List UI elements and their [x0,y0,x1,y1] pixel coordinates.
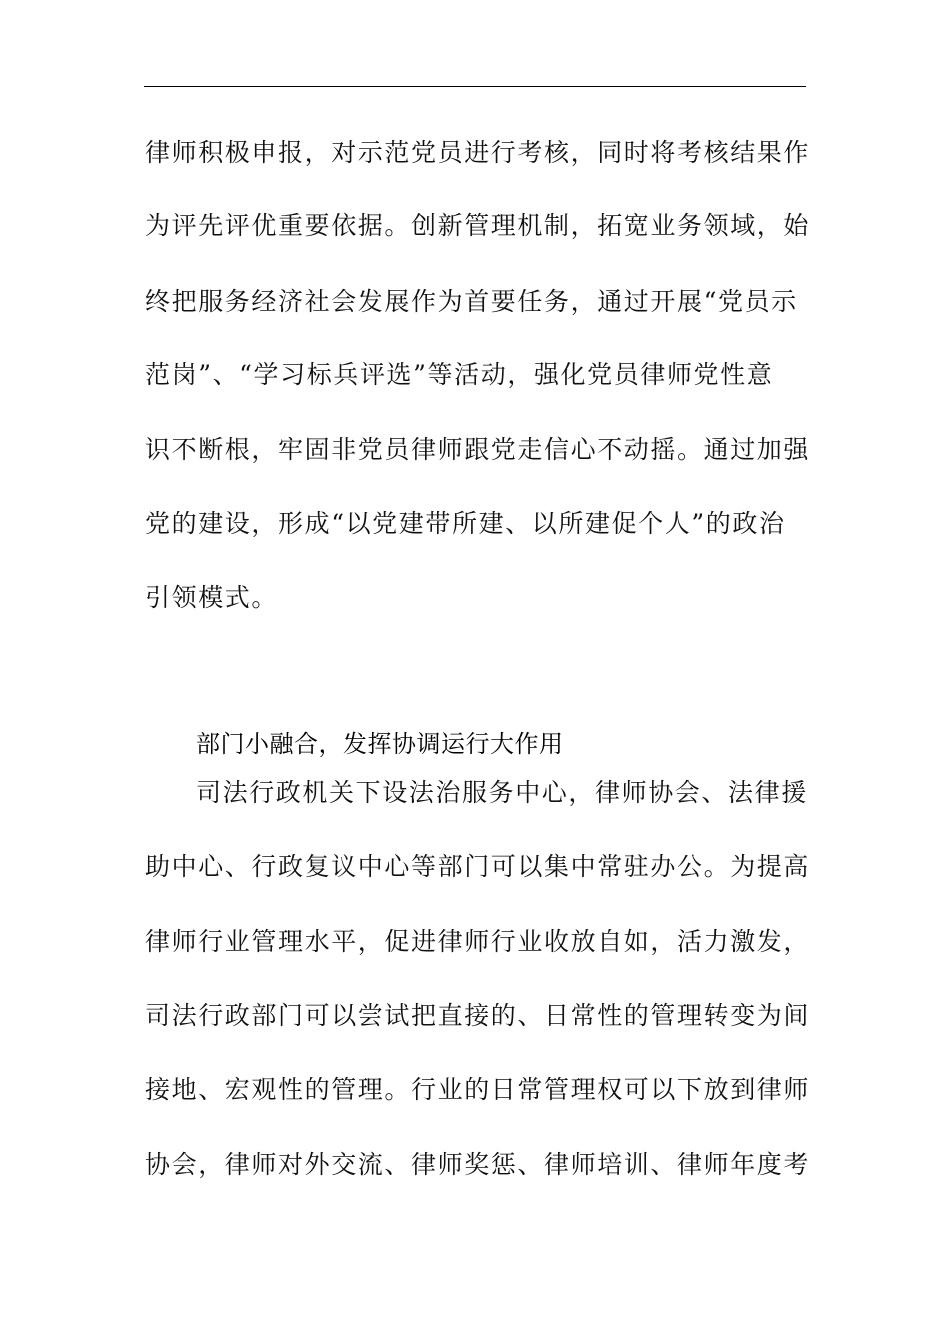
paragraph-line: 助中心、行政复议中心等部门可以集中常驻办公。为提高 [145,852,811,881]
section-heading: 部门小融合，发挥协调运行大作用 [196,730,564,758]
paragraph-line: 引领模式。 [145,583,279,612]
paragraph-line: 律师积极申报，对示范党员进行考核，同时将考核结果作 [145,138,811,167]
paragraph-line: 协会，律师对外交流、律师奖惩、律师培训、律师年度考 [145,1150,811,1179]
paragraph-line: 范岗”、“学习标兵评选”等活动，强化党员律师党性意 [145,360,774,389]
paragraph-line: 律师行业管理水平，促进律师行业收放自如，活力激发， [145,927,811,956]
paragraph-line: 司法行政机关下设法治服务中心，律师协会、法律援 [196,778,808,807]
paragraph-line: 为评先评优重要依据。创新管理机制，拓宽业务领域，始 [145,211,811,240]
paragraph-line: 党的建设，形成“以党建带所建、以所建促个人”的政治 [145,509,786,538]
paragraph-line: 识不断根，牢固非党员律师跟党走信心不动摇。通过加强 [145,435,811,464]
paragraph-line: 终把服务经济社会发展作为首要任务，通过开展“党员示 [145,287,798,316]
paragraph-line: 接地、宏观性的管理。行业的日常管理权可以下放到律师 [145,1075,811,1104]
header-rule [144,86,806,87]
paragraph-line: 司法行政部门可以尝试把直接的、日常性的管理转变为间 [145,1001,811,1030]
